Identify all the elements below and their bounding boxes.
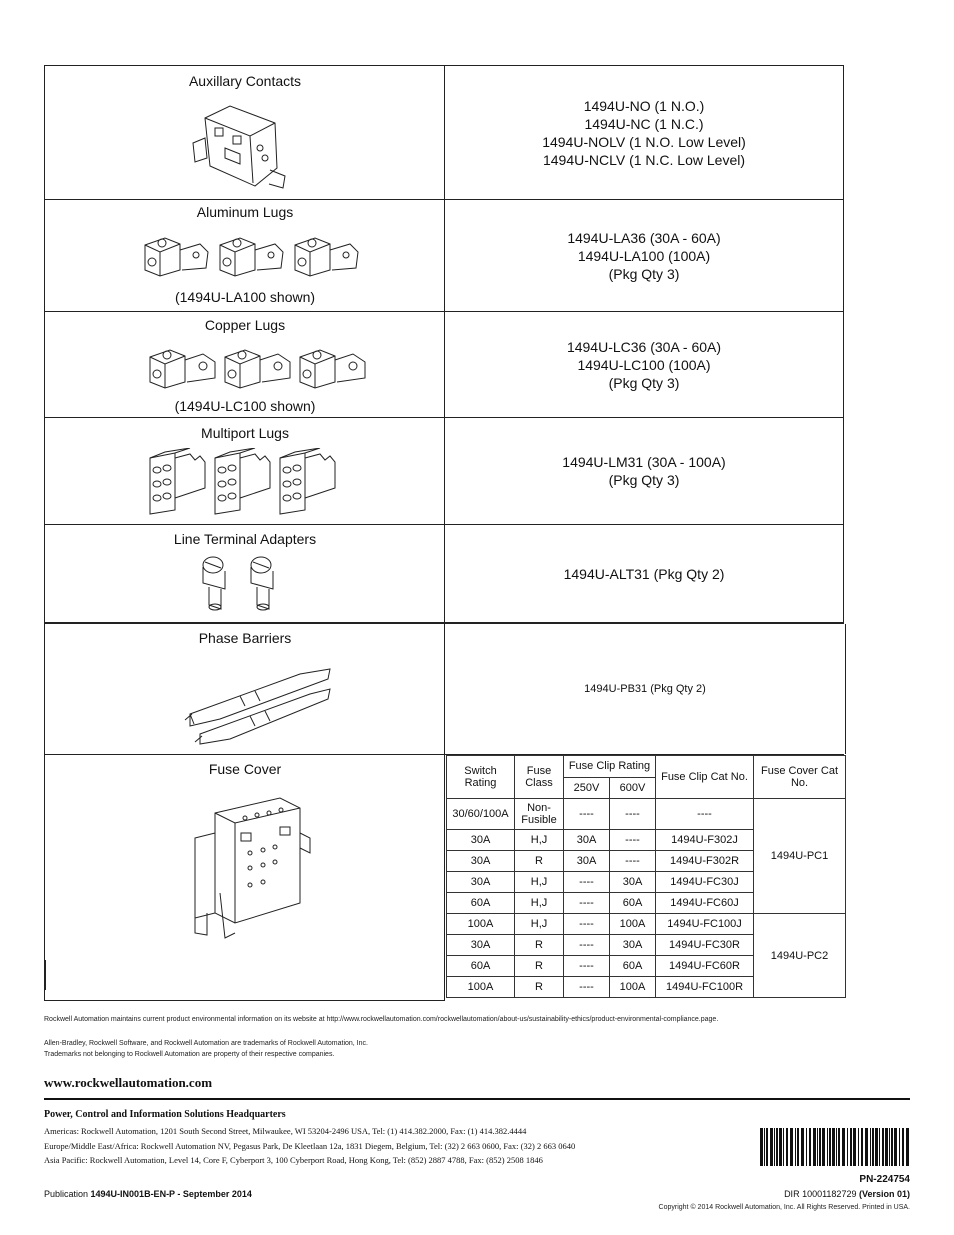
left-cell xyxy=(45,66,445,199)
auxiliary-catalog xyxy=(445,66,843,199)
cell: 100A xyxy=(610,977,656,998)
fuse-cover-drawing xyxy=(185,793,315,943)
publication-number: 1494U-IN001B-EN-P - September 2014 xyxy=(90,1189,252,1199)
cell: 30/60/100A xyxy=(447,799,515,830)
trademark-line-1: Allen-Bradley, Rockwell Software, and Rockwell Automation are trademarks of Rockwell Automation, Inc. xyxy=(44,1040,368,1047)
row-phase-barriers xyxy=(44,623,844,755)
cover-cat-group-1: 1494U-PC1 xyxy=(754,799,846,914)
cell: H,J xyxy=(515,893,564,914)
cover-cat-group-2: 1494U-PC2 xyxy=(754,914,846,998)
cell: ---- xyxy=(564,799,610,830)
website-link[interactable]: www.rockwellautomation.com xyxy=(44,1075,213,1090)
environmental-note: Rockwell Automation maintains current product environmental information on its website at http://www.rockwellautomation.com/rockwellautomation/about-us/sustainability-ethics/product-environmental-compliance.page. xyxy=(44,1016,719,1023)
cell: 60A xyxy=(447,893,515,914)
row-line-terminal-adapters xyxy=(44,524,844,623)
aluminum-title: Aluminum Lugs xyxy=(196,204,294,220)
cell: 30A xyxy=(610,872,656,893)
dir-version: (Version 01) xyxy=(858,1189,910,1199)
phase-barriers-catalog xyxy=(445,624,846,754)
multiport-lug-drawing xyxy=(145,448,355,518)
line-terminal-title: Line Terminal Adapters xyxy=(173,531,317,547)
row-aluminum-lugs xyxy=(44,199,844,312)
cell: H,J xyxy=(515,872,564,893)
cell: 100A xyxy=(610,914,656,935)
header-fuse-clip-rating: Fuse Clip Rating xyxy=(564,756,656,778)
left-cell xyxy=(45,755,445,1001)
trademark-line-2: Trademarks not belonging to Rockwell Automation are property of their respective companies. xyxy=(44,1051,335,1058)
cell: 30A xyxy=(447,851,515,872)
left-cell xyxy=(45,525,445,622)
table-row xyxy=(447,914,846,935)
fuse-cover-title: Fuse Cover xyxy=(208,761,282,777)
cell: ---- xyxy=(564,977,610,998)
catalog-line: 1494U-NOLV (1 N.O. Low Level) xyxy=(542,133,746,150)
catalog-line: 1494U-ALT31 (Pkg Qty 2) xyxy=(563,565,725,582)
phase-barriers-title: Phase Barriers xyxy=(198,630,292,646)
multiport-title: Multiport Lugs xyxy=(201,425,289,441)
aluminum-lug-drawing xyxy=(140,230,370,280)
row-copper-lugs xyxy=(44,311,844,418)
cell: ---- xyxy=(610,830,656,851)
cell: R xyxy=(515,851,564,872)
cell: 1494U-F302J xyxy=(656,830,754,851)
catalog-line: 1494U-LA100 (100A) xyxy=(577,247,711,264)
catalog-line: 1494U-NO (1 N.O.) xyxy=(583,97,705,114)
address-europe: Europe/Middle East/Africa: Rockwell Automation NV, Pegasus Park, De Kleetlaan 12a, 1831 Diegem, Belgium, Tel: (32) 2 663 0600, Fax: (32) 2 663 0640 xyxy=(44,1141,576,1151)
catalog-line: (Pkg Qty 3) xyxy=(608,472,680,488)
cell: ---- xyxy=(564,893,610,914)
catalog-line: 1494U-LM31 (30A - 100A) xyxy=(562,454,726,470)
cell: 1494U-FC100R xyxy=(656,977,754,998)
cell: R xyxy=(515,977,564,998)
cell: 30A xyxy=(447,830,515,851)
dir-line xyxy=(784,1189,910,1199)
cell: ---- xyxy=(564,935,610,956)
cell: 1494U-FC60R xyxy=(656,956,754,977)
header-fuse-clip-cat: Fuse Clip Cat No. xyxy=(656,756,754,799)
cell: 30A xyxy=(447,935,515,956)
cell: H,J xyxy=(515,830,564,851)
fuse-clip-table xyxy=(446,755,846,998)
row-multiport-lugs xyxy=(44,417,844,525)
copper-lug-drawing xyxy=(145,342,375,392)
catalog-line: 1494U-LC100 (100A) xyxy=(577,356,711,373)
part-number: PN-224754 xyxy=(859,1174,910,1185)
cell: 30A xyxy=(564,830,610,851)
cell: ---- xyxy=(564,872,610,893)
table-row xyxy=(447,799,846,830)
address-asia: Asia Pacific: Rockwell Automation, Level 14, Core F, Cyberport 3, 100 Cyberport Road, Hong Kong, Tel: (852) 2887 4788, Fax: (852) 2508 1846 xyxy=(44,1155,543,1165)
hq-title: Power, Control and Information Solutions Headquarters xyxy=(44,1109,286,1120)
aluminum-caption: (1494U-LA100 shown) xyxy=(174,289,316,305)
cell: ---- xyxy=(564,956,610,977)
left-cell xyxy=(45,312,445,417)
cell: 1494U-FC30J xyxy=(656,872,754,893)
copper-catalog xyxy=(445,312,843,417)
cell: 60A xyxy=(610,956,656,977)
barcode-image xyxy=(760,1128,910,1166)
cell: 100A xyxy=(447,977,515,998)
footer-rule xyxy=(44,1098,910,1100)
catalog-line: 1494U-LC36 (30A - 60A) xyxy=(566,338,722,355)
catalog-line: 1494U-NC (1 N.C.) xyxy=(584,115,704,132)
cell: 1494U-FC100J xyxy=(656,914,754,935)
catalog-line: 1494U-NCLV (1 N.C. Low Level) xyxy=(542,151,746,168)
phase-barrier-drawing xyxy=(180,664,340,746)
cell: ---- xyxy=(656,799,754,830)
cell: 1494U-FC30R xyxy=(656,935,754,956)
cell: R xyxy=(515,935,564,956)
cell: R xyxy=(515,956,564,977)
copyright: Copyright © 2014 Rockwell Automation, Inc. All Rights Reserved. Printed in USA. xyxy=(658,1204,910,1211)
cell: 60A xyxy=(610,893,656,914)
aluminum-catalog xyxy=(445,200,843,311)
dir-number: DIR 10001182729 xyxy=(784,1189,859,1199)
row-fuse-cover xyxy=(44,754,844,1001)
line-terminal-adapter-drawing xyxy=(195,553,295,615)
left-cell xyxy=(45,624,445,754)
header-fuse-cover-cat: Fuse Cover Cat No. xyxy=(754,756,846,799)
auxiliary-contact-drawing xyxy=(185,98,295,193)
row-auxiliary-contacts xyxy=(44,65,844,200)
cell: 30A xyxy=(447,872,515,893)
header-switch-rating: Switch Rating xyxy=(447,756,515,799)
auxiliary-title: Auxillary Contacts xyxy=(188,73,302,89)
cell: 30A xyxy=(610,935,656,956)
catalog-line: 1494U-LA36 (30A - 60A) xyxy=(567,229,721,246)
line-terminal-catalog xyxy=(445,525,843,622)
cell: H,J xyxy=(515,914,564,935)
copper-caption: (1494U-LC100 shown) xyxy=(174,398,316,414)
multiport-catalog xyxy=(445,418,843,524)
cell: 100A xyxy=(447,914,515,935)
cell: 60A xyxy=(447,956,515,977)
cell: ---- xyxy=(610,799,656,830)
left-cell xyxy=(45,200,445,311)
header-250v: 250V xyxy=(564,777,610,799)
cell: 30A xyxy=(564,851,610,872)
cell: ---- xyxy=(564,914,610,935)
cell: Non-Fusible xyxy=(515,799,564,830)
cell: ---- xyxy=(610,851,656,872)
copper-title: Copper Lugs xyxy=(204,317,286,333)
catalog-line: (Pkg Qty 3) xyxy=(608,374,680,391)
address-americas: Americas: Rockwell Automation, 1201 South Second Street, Milwaukee, WI 53204-2496 USA, Tel: (1) 414.382.2000, Fax: (1) 414.382.4444 xyxy=(44,1126,527,1136)
divider xyxy=(45,960,46,990)
publication-line xyxy=(44,1189,252,1199)
catalog-line: 1494U-PB31 (Pkg Qty 2) xyxy=(584,683,706,695)
catalog-line: (Pkg Qty 3) xyxy=(608,265,680,282)
cell: 1494U-FC60J xyxy=(656,893,754,914)
left-cell xyxy=(45,418,445,524)
cell: 1494U-F302R xyxy=(656,851,754,872)
publication-prefix: Publication xyxy=(44,1189,91,1199)
header-600v: 600V xyxy=(610,777,656,799)
header-fuse-class: Fuse Class xyxy=(515,756,564,799)
